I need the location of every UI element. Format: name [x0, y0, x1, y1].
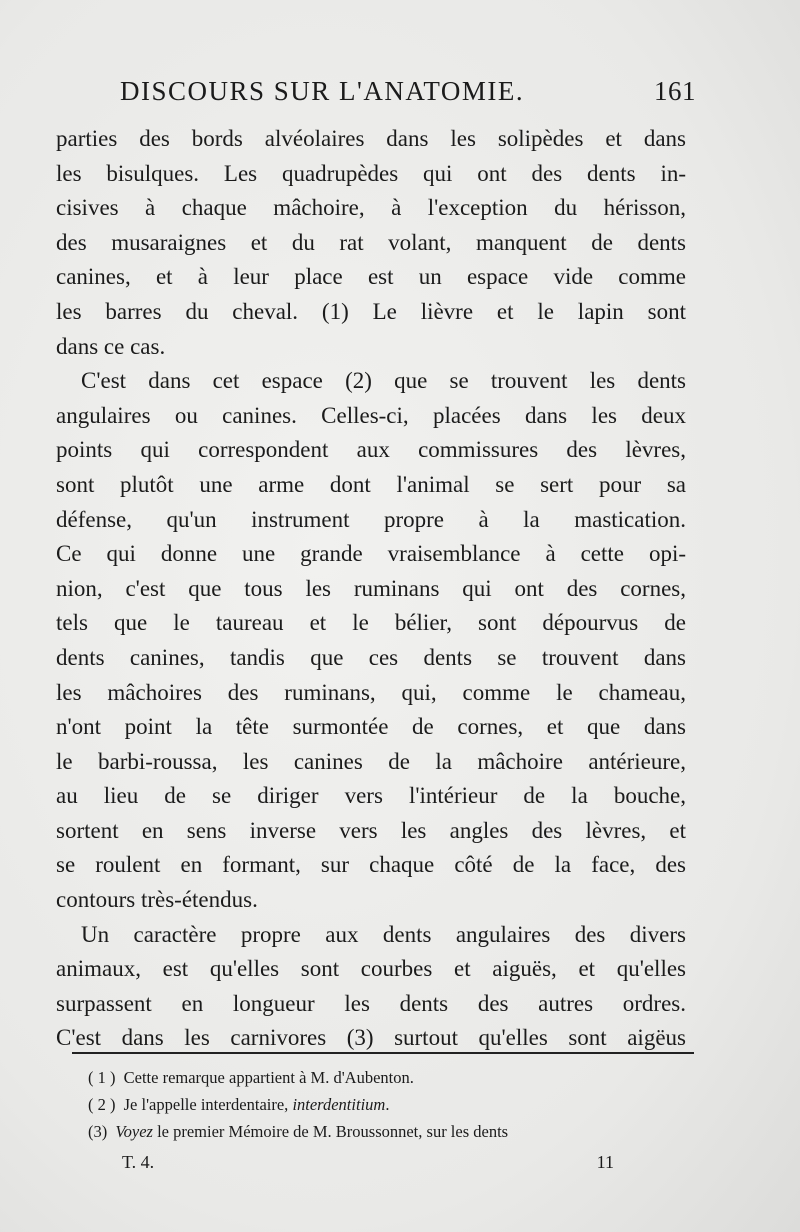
footnote-marker: (3): [88, 1122, 108, 1141]
footnote-italic-term: Voyez: [115, 1122, 153, 1141]
text-line: sont plutôt une arme dont l'animal se sert pour sa: [56, 471, 686, 497]
text-line: des musaraignes et du rat volant, manquent de dents: [56, 229, 686, 255]
text-line: C'est dans cet espace (2) que se trouvent les dents: [81, 368, 686, 394]
running-head: [120, 76, 696, 108]
signature-line: [122, 1152, 614, 1173]
footnote-tail: le premier Mémoire de M. Broussonnet, sur les dents: [157, 1122, 509, 1141]
body-text: [56, 122, 686, 1056]
text-line: Un caractère propre aux dents angulaires des divers: [81, 921, 686, 947]
text-line: défense, qu'un instrument propre à la mastication.: [56, 506, 686, 532]
footnotes: [88, 1064, 698, 1145]
text-line: au lieu de se diriger vers l'intérieur de la bouche,: [56, 783, 686, 809]
volume-mark: T. 4.: [122, 1152, 155, 1172]
text-line: C'est dans les carnivores (3) surtout qu'elles sont aigëus: [56, 1025, 686, 1051]
text-line: n'ont point la tête surmontée de cornes, et que dans: [56, 714, 686, 740]
text-line: animaux, est qu'elles sont courbes et aiguës, et qu'elles: [56, 956, 686, 982]
text-line: les barres du cheval. (1) Le lièvre et le lapin sont: [56, 298, 686, 324]
footnote-italic-term: interdentitium: [292, 1095, 386, 1114]
text-line: surpassent en longueur les dents des autres ordres.: [56, 990, 686, 1016]
text-line: dents canines, tandis que ces dents se trouvent dans: [56, 644, 686, 670]
footnote-tail: .: [385, 1095, 390, 1114]
page-number: 161: [654, 76, 696, 106]
text-line: dans ce cas.: [56, 333, 166, 359]
text-line: le barbi-roussa, les canines de la mâchoire antérieure,: [56, 748, 686, 774]
text-line: canines, et à leur place est un espace vide comme: [56, 264, 686, 290]
text-line: se roulent en formant, sur chaque côté de la face, des: [56, 852, 686, 878]
running-title: DISCOURS SUR L'ANATOMIE.: [120, 76, 525, 106]
text-line: contours très-étendus.: [56, 887, 258, 913]
sheet-signature: 11: [596, 1152, 614, 1172]
footnote: [88, 1118, 698, 1145]
footnote: [88, 1091, 698, 1118]
footnote-text: Cette remarque appartient à M. d'Aubenton.: [123, 1068, 414, 1087]
footnote: [88, 1064, 698, 1091]
text-line: cisives à chaque mâchoire, à l'exception du hérisson,: [56, 195, 686, 221]
text-line: nion, c'est que tous les ruminans qui ont des cornes,: [56, 575, 686, 601]
footnote-rule: [72, 1052, 694, 1054]
footnote-marker: ( 2 ): [88, 1095, 116, 1114]
text-line: angulaires ou canines. Celles-ci, placées dans les deux: [56, 402, 686, 428]
footnote-text: Je l'appelle interdentaire,: [123, 1095, 289, 1114]
text-line: tels que le taureau et le bélier, sont dépourvus de: [56, 610, 686, 636]
text-line: les mâchoires des ruminans, qui, comme le chameau,: [56, 679, 686, 705]
text-line: parties des bords alvéolaires dans les solipèdes et dans: [56, 126, 686, 151]
footnote-marker: ( 1 ): [88, 1068, 116, 1087]
text-line: points qui correspondent aux commissures des lèvres,: [56, 437, 686, 463]
text-line: sortent en sens inverse vers les angles des lèvres, et: [56, 817, 686, 843]
text-line: les bisulques. Les quadrupèdes qui ont des dents in-: [56, 160, 686, 186]
text-line: Ce qui donne une grande vraisemblance à cette opi-: [56, 541, 686, 567]
